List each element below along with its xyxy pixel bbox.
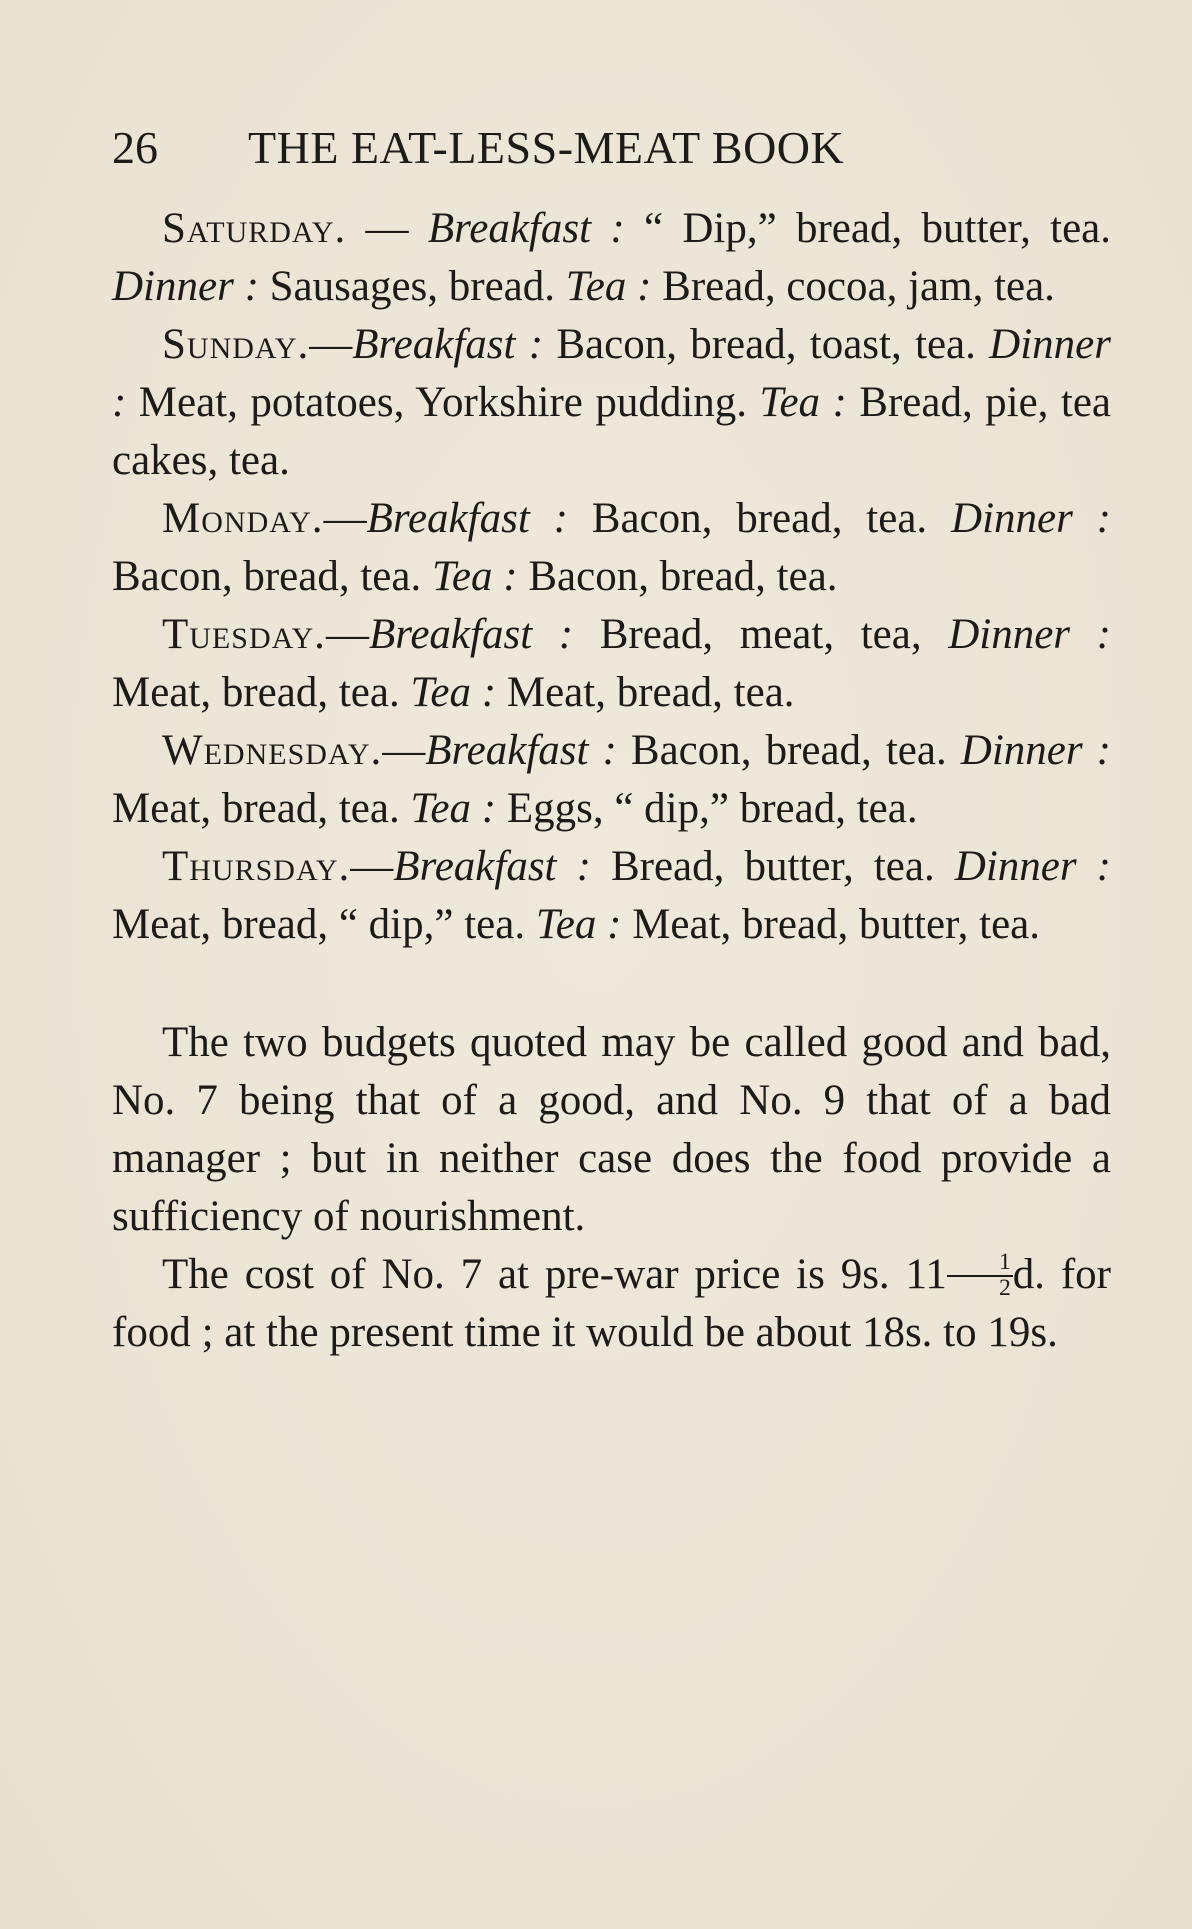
meal-label-dinner: Dinner : [112,263,259,310]
meal-label-breakfast: Breakfast : [352,321,544,368]
meal-items-tea: Meat, bread, butter, tea. [621,901,1040,948]
meal-items-breakfast: Bacon, bread, tea. [567,495,952,542]
menu-thursday [112,838,1111,954]
meal-label-breakfast: Breakfast : [368,611,574,658]
menu-tuesday [112,606,1111,722]
meal-label-dinner: Dinner : [948,611,1111,658]
body-paragraph-2 [112,1246,1111,1362]
paragraph-gap [112,954,1111,1014]
menu-wednesday [112,722,1111,838]
fraction-denominator: 2 [998,1275,1011,1302]
meal-label-tea: Tea : [431,553,518,600]
meal-items-dinner: Meat, bread, tea. [112,785,411,832]
day-name: Tuesday. [162,611,326,658]
meal-label-tea: Tea : [565,263,652,310]
page-header [112,118,992,178]
running-title: THE EAT-LESS-MEAT BOOK [248,122,845,173]
meal-items-tea: Bread, cocoa, jam, tea. [651,263,1055,310]
meal-label-breakfast: Breakfast : [427,205,625,252]
separator: — [325,611,369,658]
separator: — [346,205,428,252]
body-paragraph-1: The two budgets quoted may be called good and bad, No. 7 being that of a good, and No. 9 that of a bad manager ; but in neither case does the food provide a sufficiency of nourishment. [112,1019,1111,1240]
meal-items-dinner: Meat, potatoes, Yorkshire pudding. [126,379,760,426]
meal-items-dinner: Meat, bread, “ dip,” tea. [112,901,536,948]
day-name: Wednesday. [162,727,383,774]
meal-label-breakfast: Breakfast : [366,495,568,542]
meal-label-dinner: Dinner : [112,321,1111,426]
meal-items-breakfast: Bacon, bread, toast, tea. [543,321,990,368]
meal-label-dinner: Dinner : [954,843,1111,890]
separator: — [382,727,426,774]
meal-items-tea: Bread, pie, tea cakes, tea. [112,379,1112,484]
meal-items-breakfast: Bacon, bread, tea. [616,727,961,774]
meal-items-breakfast: Bread, butter, tea. [590,843,955,890]
page-content [112,200,1111,1362]
meal-label-breakfast: Breakfast : [393,843,591,890]
meal-label-tea: Tea : [410,785,497,832]
meal-label-dinner: Dinner : [951,495,1111,542]
fraction-numerator: 1 [947,1251,1013,1277]
meal-items-dinner: Sausages, bread. [258,263,566,310]
separator: — [323,495,367,542]
meal-items-tea: Meat, bread, tea. [496,669,795,716]
meal-label-breakfast: Breakfast : [425,727,617,774]
meal-label-tea: Tea : [535,901,622,948]
day-name: Saturday. [162,205,347,252]
page-number: 26 [112,122,158,173]
paragraph-2-text-after: d. for food ; at the present time it would be about 18s. to 19s. [112,1251,1112,1356]
meal-items-breakfast: Bread, meat, tea, [573,611,949,658]
meal-items-tea: Eggs, “ dip,” bread, tea. [496,785,918,832]
meal-label-tea: Tea : [759,379,847,426]
menu-monday [112,490,1111,606]
meal-label-dinner: Dinner : [960,727,1111,774]
meal-items-breakfast: “ Dip,” bread, butter, tea. [624,205,1112,252]
menu-saturday [112,200,1111,316]
separator: — [309,321,353,368]
day-name: Thursday. [162,843,351,890]
day-name: Monday. [162,495,324,542]
half-fraction [947,1251,1013,1300]
separator: — [350,843,394,890]
paragraph-2-text-before: The cost of No. 7 at pre-war price is 9s. 11 [162,1251,947,1298]
menu-sunday [112,316,1111,490]
meal-label-tea: Tea : [410,669,497,716]
meal-items-tea: Bacon, bread, tea. [517,553,838,600]
meal-items-dinner: Meat, bread, tea. [112,669,411,716]
day-name: Sunday. [162,321,310,368]
meal-items-dinner: Bacon, bread, tea. [112,553,432,600]
